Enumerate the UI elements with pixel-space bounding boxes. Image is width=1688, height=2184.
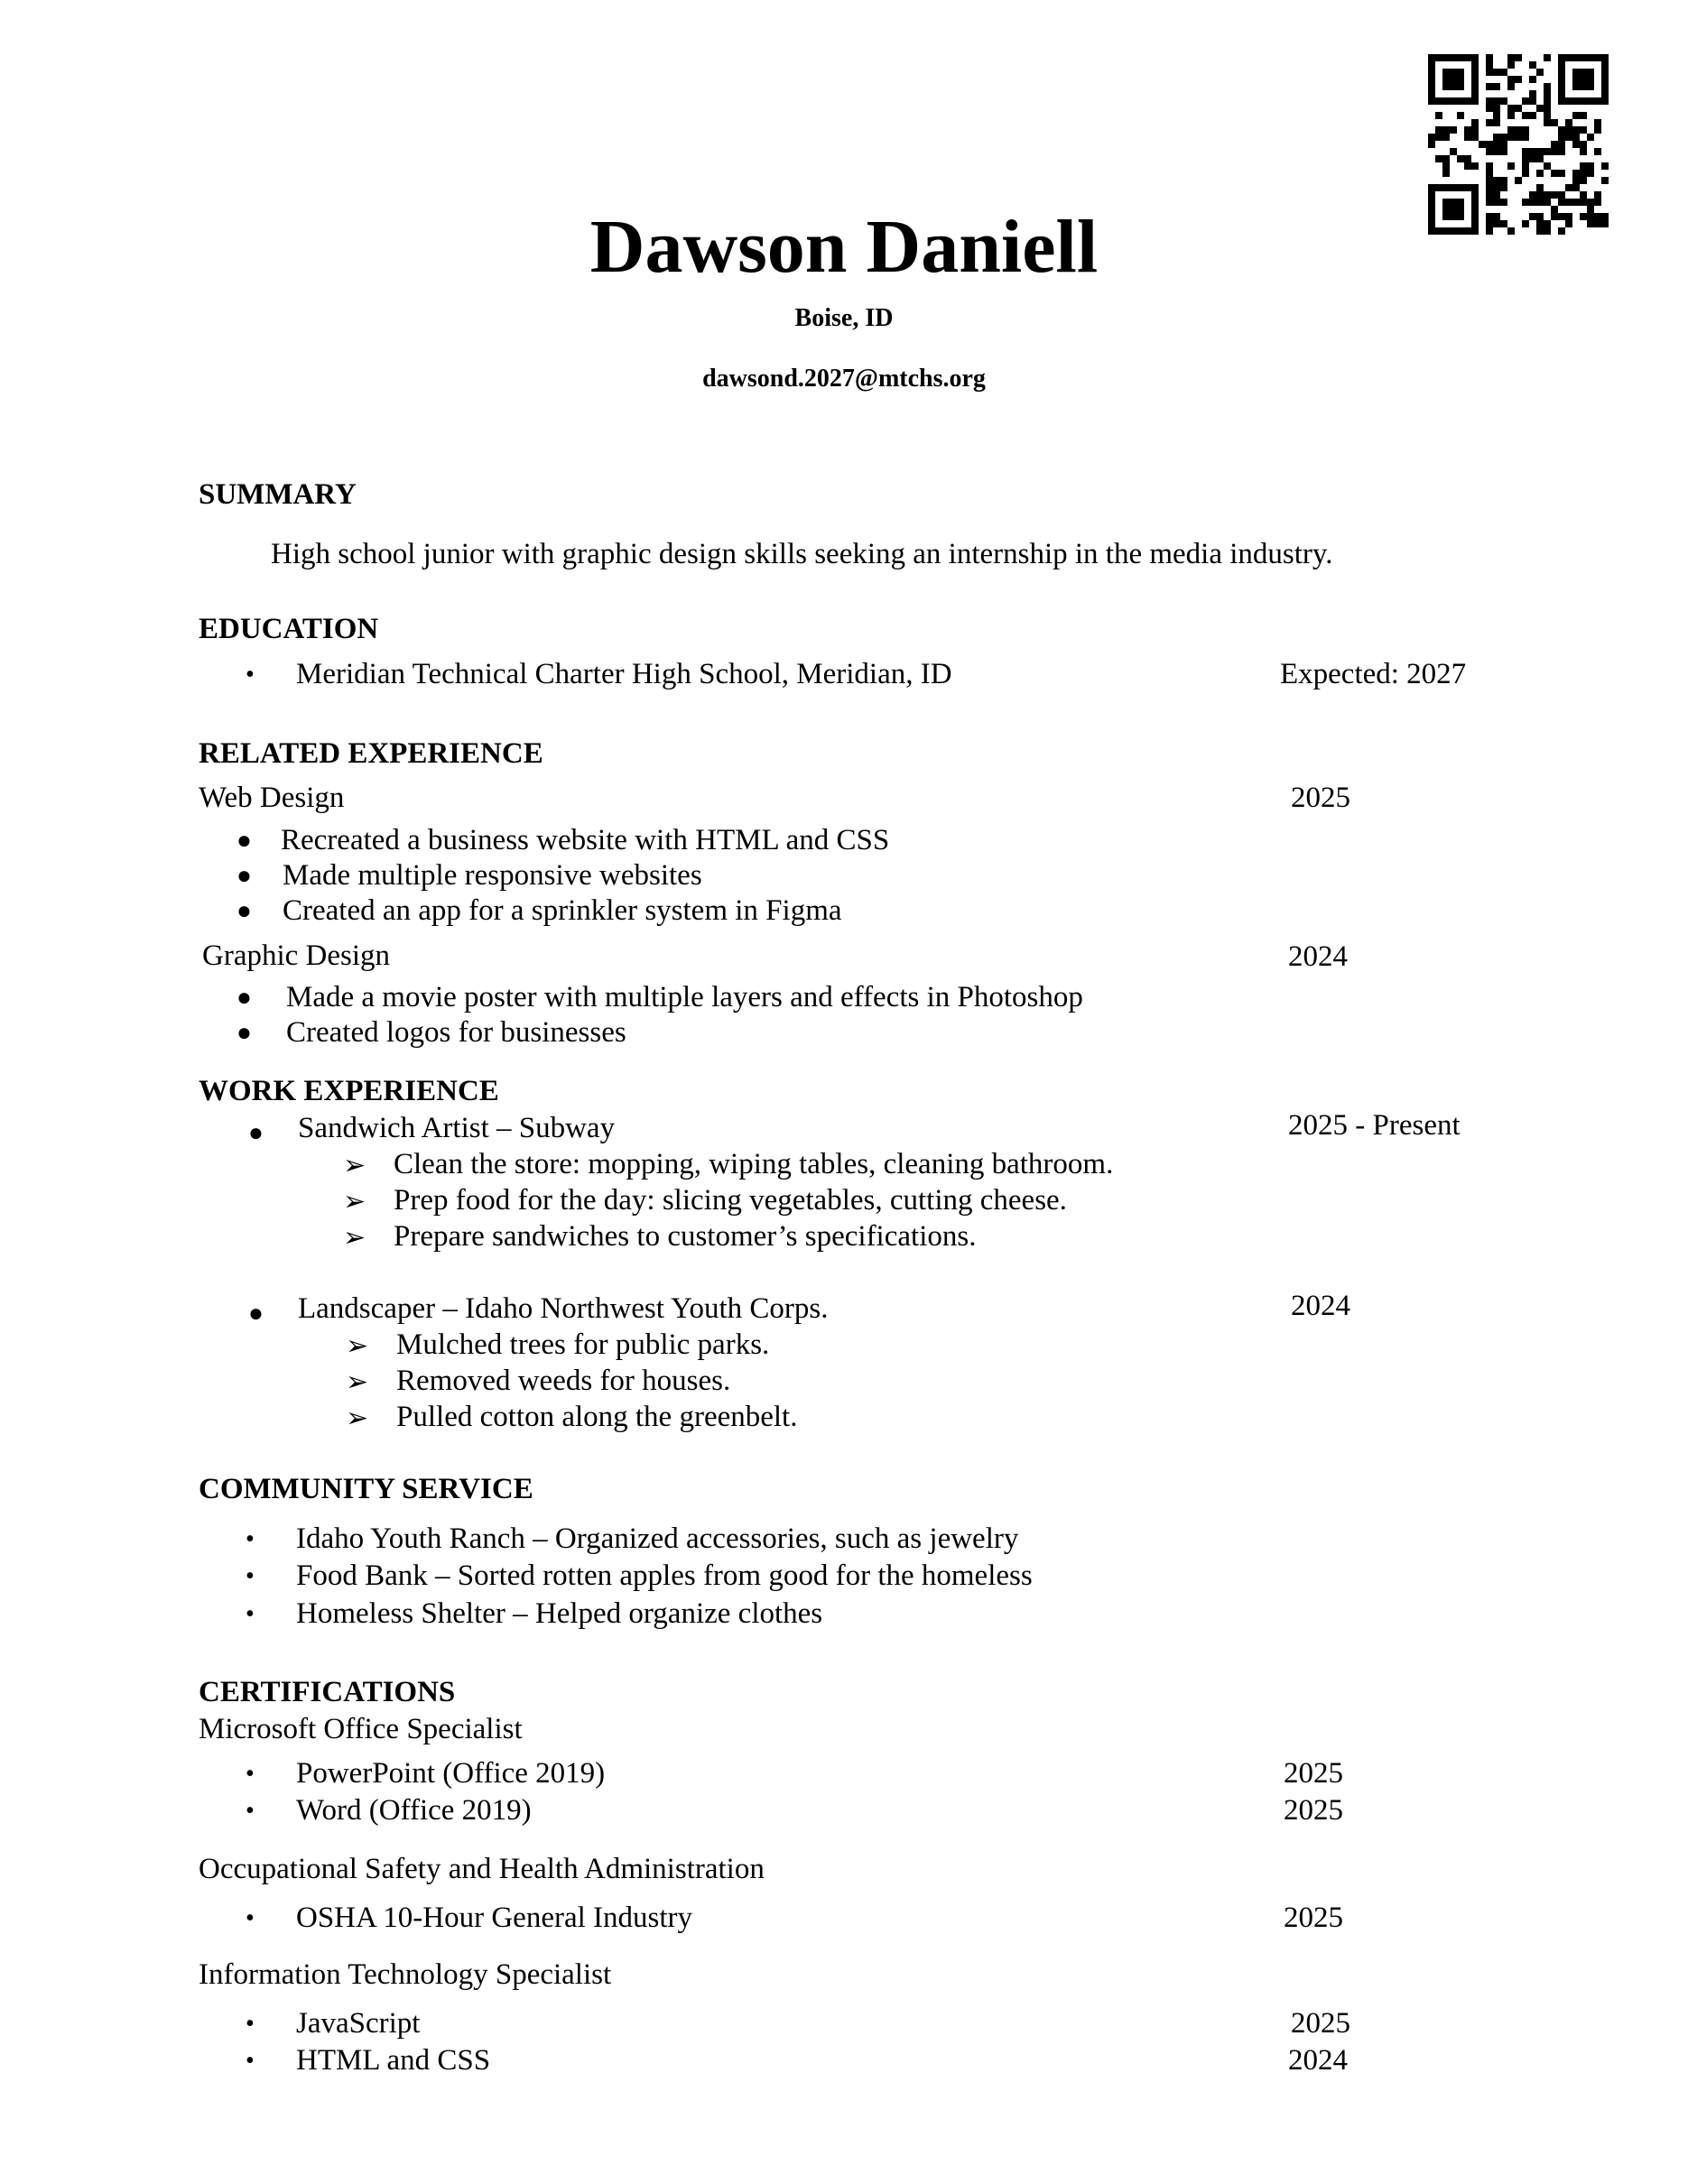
job-task: Clean the store: mopping, wiping tables, cleaning bathroom. [394,1148,1114,1180]
job-date: 2025 - Present [1288,1109,1461,1142]
cert-item: Word (Office 2019) [296,1794,532,1827]
community-service-heading: COMMUNITY SERVICE [199,1473,533,1505]
job-task: Removed weeds for houses. [396,1365,731,1397]
bullet-icon: • [246,1760,255,1788]
related-group-date: 2025 [1291,782,1350,814]
list-item: Made a movie poster with multiple layers and effects in Photoshop [286,981,1083,1013]
arrow-bullet-icon: ➢ [343,1151,366,1180]
cert-group-title: Information Technology Specialist [199,1958,612,1991]
list-item: Recreated a business website with HTML and CSS [281,824,890,856]
bullet-icon: • [246,1600,255,1628]
bullet-icon: ● [248,1300,264,1328]
bullet-icon: ● [237,827,252,855]
bullet-icon: • [246,2010,255,2038]
list-item: Food Bank – Sorted rotten apples from good for the homeless [296,1559,1033,1592]
bullet-icon: ● [237,1019,252,1047]
bullet-icon: ● [237,862,252,890]
cert-date: 2025 [1291,2007,1350,2040]
cert-date: 2025 [1284,1794,1343,1827]
bullet-icon: • [246,2047,255,2075]
arrow-bullet-icon: ➢ [346,1367,369,1397]
location-text: Boise, ID [794,304,894,332]
cert-date: 2024 [1288,2044,1348,2077]
summary-text: High school junior with graphic design skills seeking an internship in the media industry. [271,538,1333,570]
job-task: Mulched trees for public parks. [396,1328,770,1361]
cert-date: 2025 [1284,1757,1343,1790]
list-item: Made multiple responsive websites [283,859,702,892]
related-group-title: Web Design [199,782,345,814]
bullet-icon: • [246,661,255,689]
work-experience-heading: WORK EXPERIENCE [199,1075,499,1107]
bullet-icon: • [246,1562,255,1590]
arrow-bullet-icon: ➢ [346,1331,369,1361]
bullet-icon: ● [237,897,252,925]
resume-name: Dawson Daniell [589,205,1099,289]
bullet-icon: • [246,1904,255,1932]
job-title: Sandwich Artist – Subway [298,1112,616,1144]
job-task: Prep food for the day: slicing vegetables, cutting cheese. [394,1184,1067,1217]
cert-date: 2025 [1284,1902,1343,1934]
cert-item: JavaScript [296,2007,421,2040]
arrow-bullet-icon: ➢ [343,1187,366,1217]
certifications-heading: CERTIFICATIONS [199,1676,456,1708]
cert-item: OSHA 10-Hour General Industry [296,1902,693,1934]
bullet-icon: • [246,1797,255,1825]
bullet-icon: ● [237,984,252,1012]
job-task: Pulled cotton along the greenbelt. [396,1401,798,1433]
cert-item: PowerPoint (Office 2019) [296,1757,606,1790]
related-experience-heading: RELATED EXPERIENCE [199,737,543,770]
cert-item: HTML and CSS [296,2044,491,2077]
education-date: Expected: 2027 [1280,658,1467,690]
email-text: dawsond.2027@mtchs.org [702,365,986,393]
job-title: Landscaper – Idaho Northwest Youth Corps. [298,1292,829,1325]
list-item: Created an app for a sprinkler system in Figma [283,894,842,927]
related-group-date: 2024 [1288,940,1348,973]
list-item: Homeless Shelter – Helped organize clothes [296,1597,823,1630]
cert-group-title: Microsoft Office Specialist [199,1713,523,1745]
arrow-bullet-icon: ➢ [343,1223,366,1253]
related-group-title: Graphic Design [202,939,391,972]
arrow-bullet-icon: ➢ [346,1403,369,1433]
summary-heading: SUMMARY [199,478,357,511]
job-date: 2024 [1291,1290,1350,1322]
bullet-icon: ● [248,1119,264,1147]
education-school: Meridian Technical Charter High School, Meridian, ID [296,658,952,690]
list-item: Created logos for businesses [286,1016,626,1049]
cert-group-title: Occupational Safety and Health Administration [199,1853,765,1885]
job-task: Prepare sandwiches to customer’s specifications. [394,1220,977,1253]
education-heading: EDUCATION [199,613,379,645]
list-item: Idaho Youth Ranch – Organized accessories, such as jewelry [296,1522,1019,1555]
bullet-icon: • [246,1525,255,1553]
